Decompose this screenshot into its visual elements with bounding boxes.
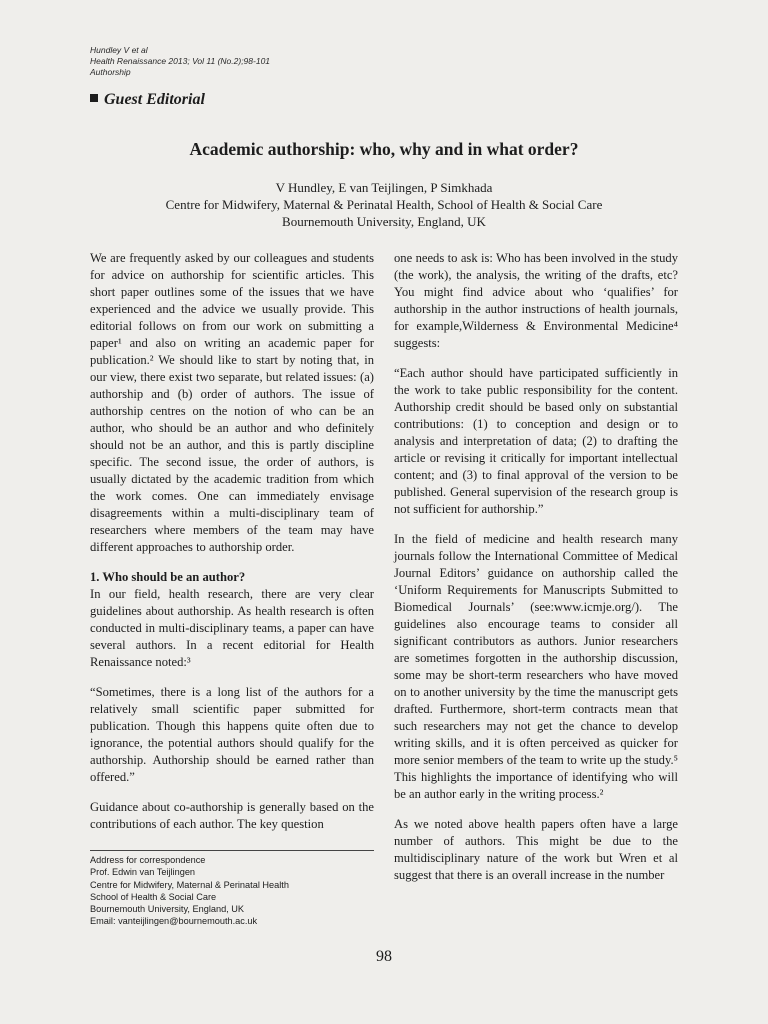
running-head-authors: Hundley V et al	[90, 45, 148, 55]
square-bullet-icon	[90, 94, 98, 102]
page-number: 98	[376, 948, 392, 965]
section-label	[90, 90, 205, 110]
running-head-citation: Health Renaissance 2013; Vol 11 (No.2);98-101	[90, 56, 271, 66]
byline-university: Bournemouth University, England, UK	[282, 214, 486, 229]
left-column	[90, 250, 374, 833]
correspondence-line: Bournemouth University, England, UK	[90, 904, 245, 915]
block-quote: “Sometimes, there is a long list of the authors for a relatively small scientific paper submitted for publication. Though this happens quite often due to ignorance, the potential authors should qualify for the authorship. Authorship should be earned rather than offered.”	[90, 685, 374, 784]
correspondence-line: School of Health & Social Care	[90, 891, 217, 902]
correspondence-line: Centre for Midwifery, Maternal & Perinatal Health	[90, 879, 289, 890]
paragraph: In the field of medicine and health research many journals follow the International Committee of Medical Journal Editors’ guidance on authorship called the ‘Uniform Requirements for Manuscripts Submitted to Biomedical Journals’ (see:www.icmje.org/). The guidelines also encourage teams to consider all significant contributors as authors. Junior researchers are sometimes forgotten in the authorship discussion, some may be short-term researchers who have moved on to another university by the time the manuscript gets drafted. Furthermore, short-term contracts mean that such researchers may not get the chance to develop writing skills, and it is often perceived as quicker for more senior members of the team to write up the study.⁵ This highlights the importance of identifying who will be an author early in the writing process.²	[394, 532, 678, 801]
right-column	[394, 250, 678, 884]
byline-affiliation: Centre for Midwifery, Maternal & Perinatal Health, School of Health & Social Care	[165, 197, 603, 212]
section-heading: 1. Who should be an author?	[90, 570, 246, 584]
paragraph: As we noted above health papers often have a large number of authors. This might be due to the multidisciplinary nature of the work but Wren et al suggest that there is an overall increase in the number	[394, 817, 678, 882]
correspondence-footnote	[90, 850, 374, 928]
paragraph: We are frequently asked by our colleagues and students for advice on authorship for scientific articles. This short paper outlines some of the issues that we have experienced and the advice we usually provide. This editorial follows on from our work on submitting a paper¹ and also on writing an academic paper for publication.² We should like to start by noting that, in our view, there exist two separate, but related issues: (a) authorship and (b) order of authors. The issue of authorship centres on the notion of who can be an author, who should be an author and who definitely should not be an author, and this is partly discipline specific. The second issue, the order of authors, is usually dictated by the academic tradition from which the work comes. One can immediately envisage disagreements within a multi-disciplinary team of researchers where members of the team may have different approaches to authorship order.	[90, 251, 374, 554]
correspondence-heading: Address for correspondence	[90, 855, 206, 865]
correspondence-email: Email: vanteijlingen@bournemouth.ac.uk	[90, 916, 258, 927]
byline	[0, 179, 768, 230]
block-quote: “Each author should have participated sufficiently in the work to take public responsibility for the content. Authorship credit should be based only on substantial contributions: (1) to conception and design or to analysis and interpretation of data; (2) to drafting the article or revising it critically for important intellectual content; and (3) to final approval of the version to be published. General supervision of the research group is not sufficient for authorship.”	[394, 366, 678, 516]
running-head-topic: Authorship	[90, 67, 131, 77]
byline-authors: V Hundley, E van Teijlingen, P Simkhada	[275, 180, 493, 195]
running-head	[90, 45, 270, 78]
paragraph: In our field, health research, there are very clear guidelines about authorship. As health research is often conducted in multi-disciplinary teams, a paper can have several authors. In a recent editorial for Health Renaissance noted:³	[90, 587, 374, 669]
section-label-text: Guest Editorial	[104, 91, 205, 108]
paragraph: Guidance about co-authorship is generally based on the contributions of each author. The key question	[90, 800, 374, 831]
article-title: Academic authorship: who, why and in what order?	[189, 139, 579, 159]
correspondence-name: Prof. Edwin van Teijlingen	[90, 867, 196, 878]
paragraph: one needs to ask is: Who has been involved in the study (the work), the analysis, the writing of the drafts, etc? You might find advice about who ‘qualifies’ for authorship in the author instructions of health journals, for example,Wilderness & Environmental Medicine⁴ suggests:	[394, 251, 678, 350]
